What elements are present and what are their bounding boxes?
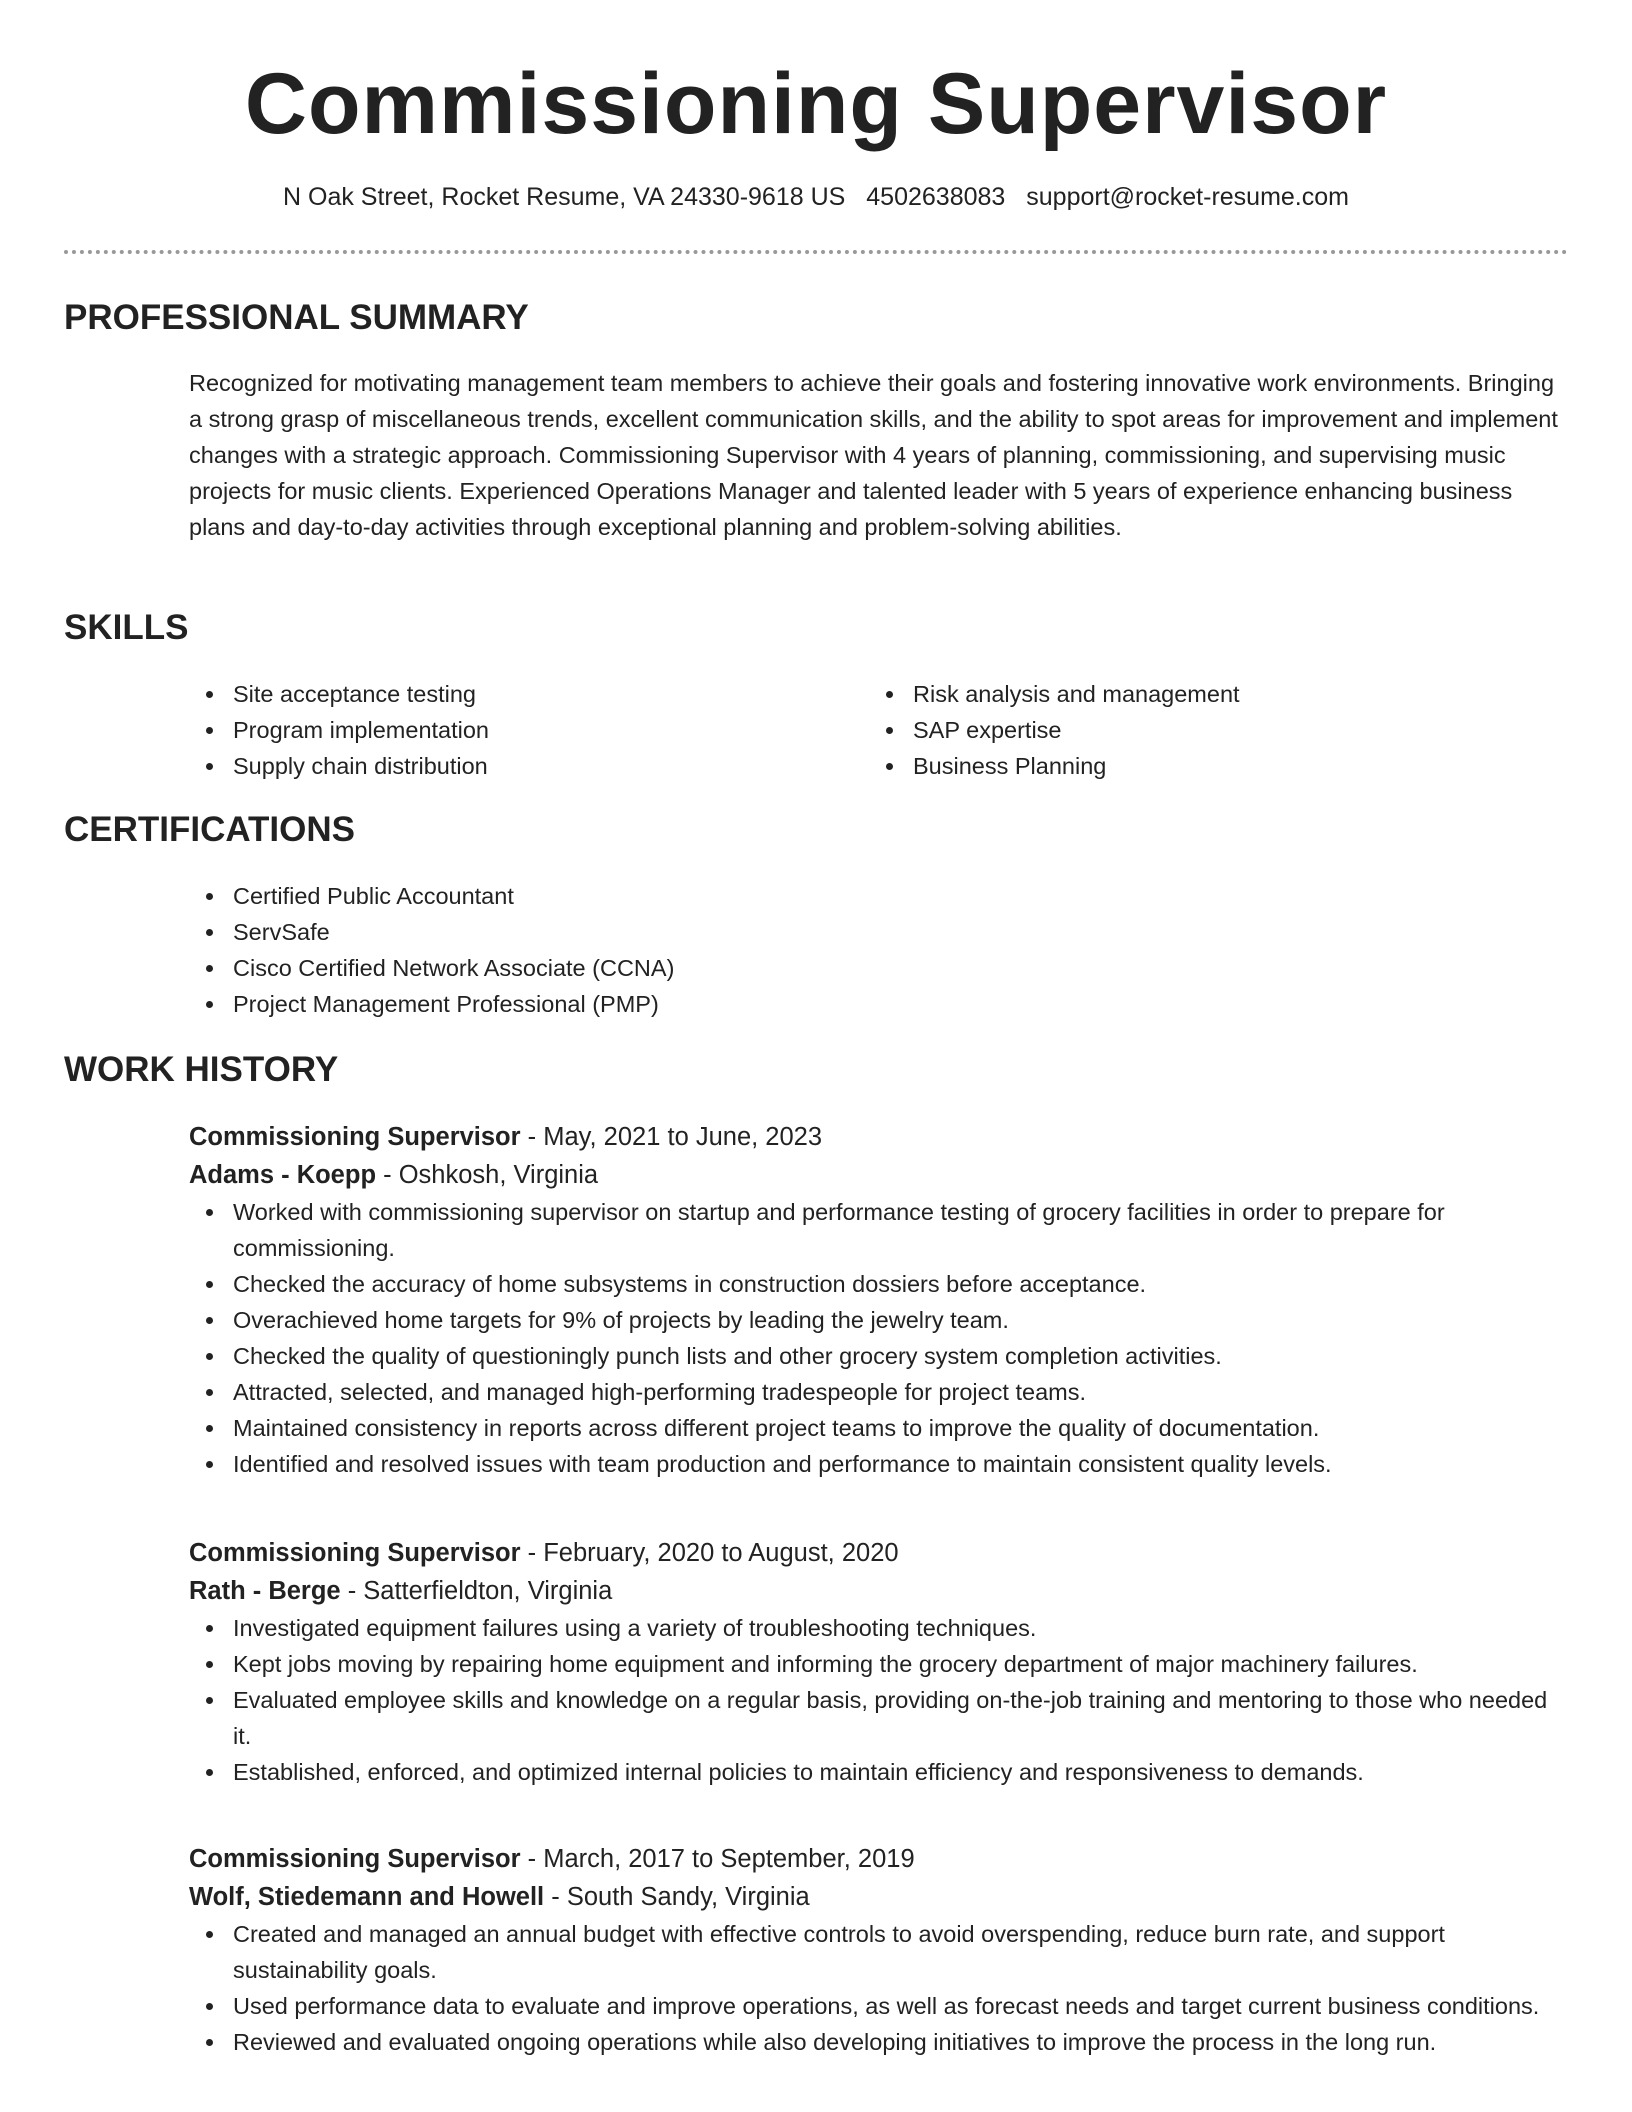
summary-block: [189, 365, 1559, 545]
contact-email: support@rocket-resume.com: [1026, 183, 1349, 211]
job-location: - Satterfieldton, Virginia: [340, 1577, 613, 1605]
list-item: SAP expertise: [869, 712, 1549, 748]
work-history-heading: WORK HISTORY: [64, 1050, 339, 1089]
job-title-line: [189, 1118, 1559, 1156]
list-item: Overachieved home targets for 9% of projects by leading the jewelry team.: [189, 1302, 1559, 1338]
job-entry: [189, 1840, 1559, 2060]
list-item: Project Management Professional (PMP): [189, 986, 1559, 1022]
job-location: - South Sandy, Virginia: [544, 1883, 810, 1911]
job-company: Wolf, Stiedemann and Howell: [189, 1883, 545, 1911]
job-company-line: [189, 1878, 1559, 1916]
list-item: Created and managed an annual budget with effective controls to avoid overspending, reduce burn rate, and support sustainability goals.: [189, 1916, 1559, 1988]
job-title-line: [189, 1534, 1559, 1572]
list-item: Attracted, selected, and managed high-performing tradespeople for project teams.: [189, 1374, 1559, 1410]
skills-list-left: [189, 676, 869, 784]
job-dates: - May, 2021 to June, 2023: [520, 1123, 823, 1151]
job-company: Rath - Berge: [189, 1577, 341, 1605]
job-title-line: [189, 1840, 1559, 1878]
list-item: Program implementation: [189, 712, 869, 748]
list-item: Risk analysis and management: [869, 676, 1549, 712]
job-role: Commissioning Supervisor: [189, 1845, 521, 1873]
list-item: Checked the quality of questioningly punch lists and other grocery system completion activities.: [189, 1338, 1559, 1374]
skills-heading: SKILLS: [64, 608, 189, 647]
list-item: Evaluated employee skills and knowledge on a regular basis, providing on-the-job training and mentoring to those who needed it.: [189, 1682, 1559, 1754]
list-item: Used performance data to evaluate and improve operations, as well as forecast needs and target current business conditions.: [189, 1988, 1559, 2024]
list-item: Certified Public Accountant: [189, 878, 1559, 914]
certifications-list: [189, 878, 1559, 1022]
list-item: Established, enforced, and optimized internal policies to maintain efficiency and responsiveness to demands.: [189, 1754, 1559, 1790]
certifications-heading: CERTIFICATIONS: [64, 810, 356, 849]
skills-block: [189, 676, 1559, 784]
job-company-line: [189, 1156, 1559, 1194]
certifications-block: [189, 878, 1559, 1022]
job-company: Adams - Koepp: [189, 1161, 377, 1189]
summary-heading: PROFESSIONAL SUMMARY: [64, 298, 529, 337]
list-item: Checked the accuracy of home subsystems in construction dossiers before acceptance.: [189, 1266, 1559, 1302]
job-role: Commissioning Supervisor: [189, 1539, 521, 1567]
job-company-line: [189, 1572, 1559, 1610]
list-item: Site acceptance testing: [189, 676, 869, 712]
job-entry: [189, 1118, 1559, 1482]
list-item: Cisco Certified Network Associate (CCNA): [189, 950, 1559, 986]
list-item: Investigated equipment failures using a variety of troubleshooting techniques.: [189, 1610, 1559, 1646]
contact-phone: 4502638083: [866, 183, 1006, 211]
contact-address: N Oak Street, Rocket Resume, VA 24330-9618 US: [283, 183, 846, 211]
list-item: Business Planning: [869, 748, 1549, 784]
skills-list-right: [869, 676, 1549, 784]
list-item: Supply chain distribution: [189, 748, 869, 784]
job-role: Commissioning Supervisor: [189, 1123, 521, 1151]
job-location: - Oshkosh, Virginia: [376, 1161, 599, 1189]
candidate-name: Commissioning Supervisor: [244, 56, 1388, 152]
job-entry: [189, 1534, 1559, 1790]
list-item: Identified and resolved issues with team production and performance to maintain consistent quality levels.: [189, 1446, 1559, 1482]
job-bullets: [189, 1916, 1559, 2060]
list-item: Worked with commissioning supervisor on startup and performance testing of grocery facilities in order to prepare for commissioning.: [189, 1194, 1559, 1266]
header-divider: [64, 250, 1568, 254]
job-dates: - February, 2020 to August, 2020: [520, 1539, 899, 1567]
contact-line: [0, 180, 1632, 214]
list-item: Maintained consistency in reports across different project teams to improve the quality of documentation.: [189, 1410, 1559, 1446]
job-bullets: [189, 1610, 1559, 1790]
list-item: ServSafe: [189, 914, 1559, 950]
job-bullets: [189, 1194, 1559, 1482]
job-dates: - March, 2017 to September, 2019: [520, 1845, 915, 1873]
list-item: Reviewed and evaluated ongoing operations while also developing initiatives to improve the process in the long run.: [189, 2024, 1559, 2060]
summary-text: Recognized for motivating management team members to achieve their goals and fostering innovative work environments. Bringing a strong grasp of miscellaneous trends, excellent communication skills, and the ability to spot areas for improvement and implement changes with a strategic approach. Commissioning Supervisor with 4 years of planning, commissioning, and supervising music projects for music clients. Experienced Operations Manager and talented leader with 5 years of experience enhancing business plans and day-to-day activities through exceptional planning and problem-solving abilities.: [189, 370, 1558, 540]
list-item: Kept jobs moving by repairing home equipment and informing the grocery department of major machinery failures.: [189, 1646, 1559, 1682]
